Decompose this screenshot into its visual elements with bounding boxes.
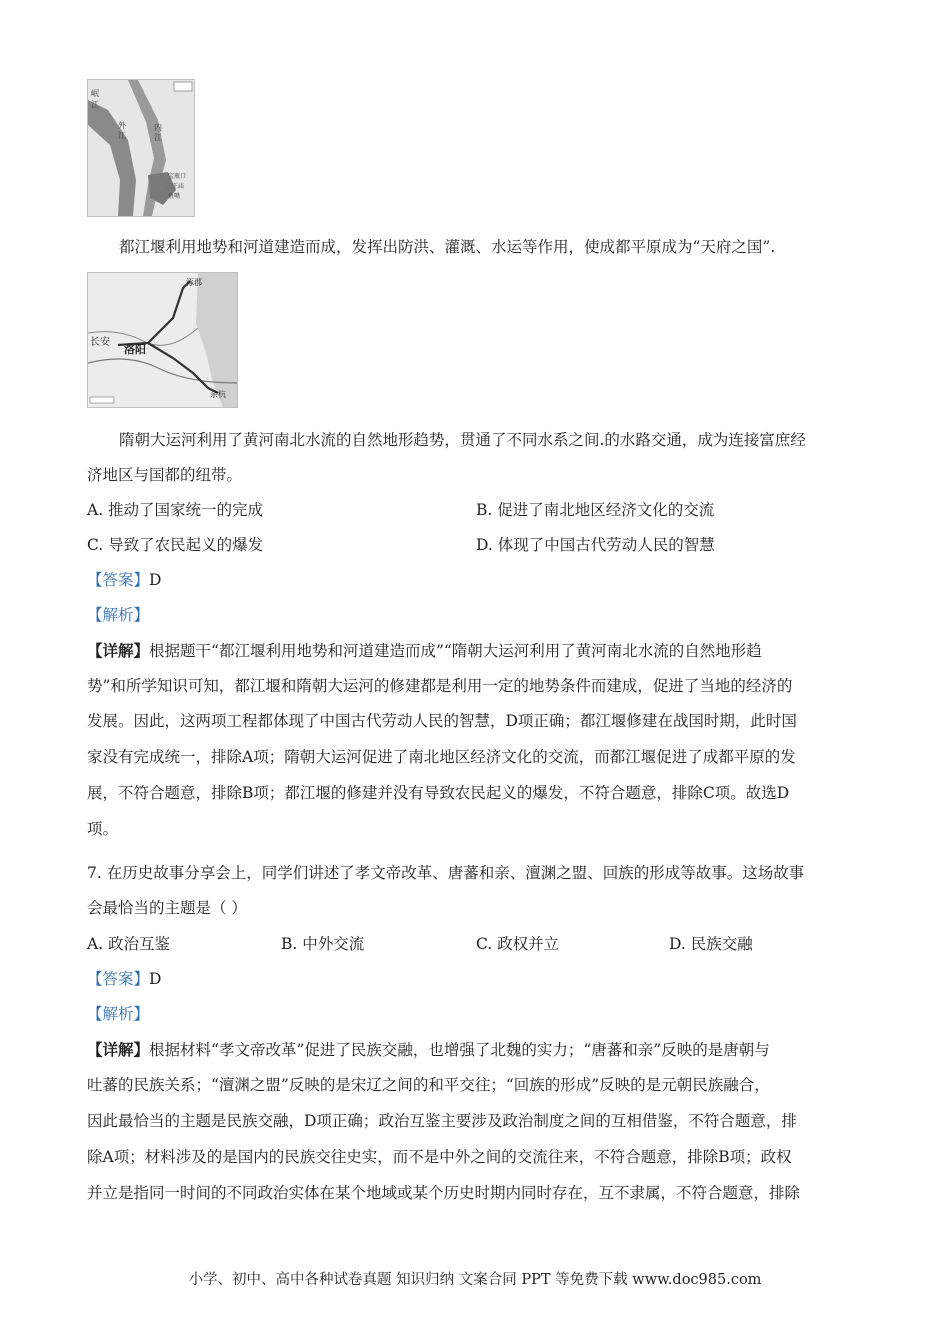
q6-detail-line: 展，不符合题意，排除B项；都江堰的修建并没有导致农民起义的爆发，不符合题意，排除C项。故选D: [87, 784, 790, 802]
q6-detail-line: 发展。因此，这两项工程都体现了中国古代劳动人民的智慧，D项正确；都江堰修建在战国时期，此时国: [87, 712, 797, 730]
page-footer: 小学、初中、高中各种试卷真题 知识归纳 文案合同 PPT 等免费下载 www.doc985.com: [188, 1272, 762, 1288]
q6-detail-line: 势”和所学知识可知，都江堰和隋朝大运河的修建都是利用一定的地势条件而建成，促进了当地的经济的: [87, 677, 793, 695]
answer-label: 【答案】: [87, 970, 150, 988]
q7-detail-line: 吐蕃的民族关系；“澶渊之盟”反映的是宋辽之间的和平交往；“回族的形成”反映的是元朝民族融合，: [87, 1076, 770, 1094]
q7-detail-line: [87, 1032, 862, 1068]
map1-label: 内: [154, 123, 162, 132]
q6-option-d: D. 体现了中国古代劳动人民的智慧: [476, 536, 715, 554]
grand-canal-map: [87, 272, 238, 408]
q6-option-b: B. 促进了南北地区经济文化的交流: [476, 501, 715, 519]
answer-value: D: [149, 970, 162, 988]
canal-description-line1: 隋朝大运河利用了黄河南北水流的自然地形趋势，贯通了不同水系之间.的水路交通，成为连接富庶经: [119, 431, 806, 449]
q6-analysis: [87, 598, 862, 633]
map2-label: 洛阳: [124, 343, 146, 356]
q7-option-b: B. 中外交流: [281, 935, 365, 953]
map2-label: 余杭: [210, 390, 226, 399]
dujiangyan-description: 都江堰利用地势和河道建造而成，发挥出防洪、灌溉、水运等作用，使成都平原成为“天府之国”.: [119, 238, 776, 256]
map1-label: 鱼嘴: [168, 193, 181, 200]
q7-option-d: D. 民族交融: [669, 935, 753, 953]
analysis-label: 【解析】: [87, 606, 150, 624]
map1-label: 江: [91, 100, 99, 109]
detail-text: 根据题干“都江堰利用地势和河道建造而成”“隋朝大运河利用了黄河南北水流的自然地形趋: [149, 642, 762, 660]
q7-stem-line1: 7. 在历史故事分享会上，同学们讲述了孝文帝改革、唐蕃和亲、澶渊之盟、回族的形成等故事。这场故事: [87, 864, 805, 882]
map1-label: 岷: [91, 89, 99, 98]
q7-option-a: A. 政治互鉴: [87, 935, 171, 953]
q6-option-c: C. 导致了农民起义的爆发: [87, 536, 264, 554]
map1-label: 江: [154, 133, 162, 142]
q7-detail-line: 因此最恰当的主题是民族交融，D项正确；政治互鉴主要涉及政治制度之间的互相借鉴，不符合题意，排: [87, 1112, 797, 1130]
q6-detail-line: 项。: [87, 820, 119, 838]
q7-analysis: [87, 997, 862, 1032]
answer-value: D: [149, 571, 162, 589]
detail-label: 【详解】: [87, 641, 150, 660]
q6-option-a: A. 推动了国家统一的完成: [87, 501, 264, 519]
canal-description-line2: 济地区与国都的纽带。: [87, 466, 243, 484]
q7-option-c: C. 政权并立: [476, 935, 560, 953]
q6-answer: [87, 563, 862, 598]
q6-detail-line: [87, 633, 862, 669]
q7-detail-line: 并立是指同一时间的不同政治实体在某个地域或某个历史时期内同时存在，互不隶属，不符合题意，排除: [87, 1184, 801, 1202]
q6-detail-line: 家没有完成统一，排除A项；隋朝大运河促进了南北地区经济文化的交流，而都江堰促进了成都平原的发: [87, 748, 796, 766]
map1-label: 外: [118, 121, 126, 130]
dujiangyan-map: [87, 79, 195, 217]
map2-label: 长安: [90, 337, 110, 348]
q7-answer: [87, 962, 862, 997]
q7-detail-line: 除A项；材料涉及的是国内的民族交往史实，而不是中外之间的交流往来，不符合题意，排除B项；政权: [87, 1148, 792, 1166]
answer-label: 【答案】: [87, 571, 150, 589]
map1-label: 江: [118, 131, 126, 140]
analysis-label: 【解析】: [87, 1005, 150, 1023]
map1-label: 宝瓶口: [168, 173, 187, 180]
detail-label: 【详解】: [87, 1040, 150, 1059]
map2-label: 涿郡: [186, 278, 202, 287]
detail-text: 根据材料“孝文帝改革”促进了民族交融，也增强了北魏的实力；“唐蕃和亲”反映的是唐朝与: [149, 1041, 770, 1059]
map1-label: 二王庙: [166, 183, 185, 190]
q7-stem-line2: 会最恰当的主题是（ ）: [87, 899, 247, 917]
